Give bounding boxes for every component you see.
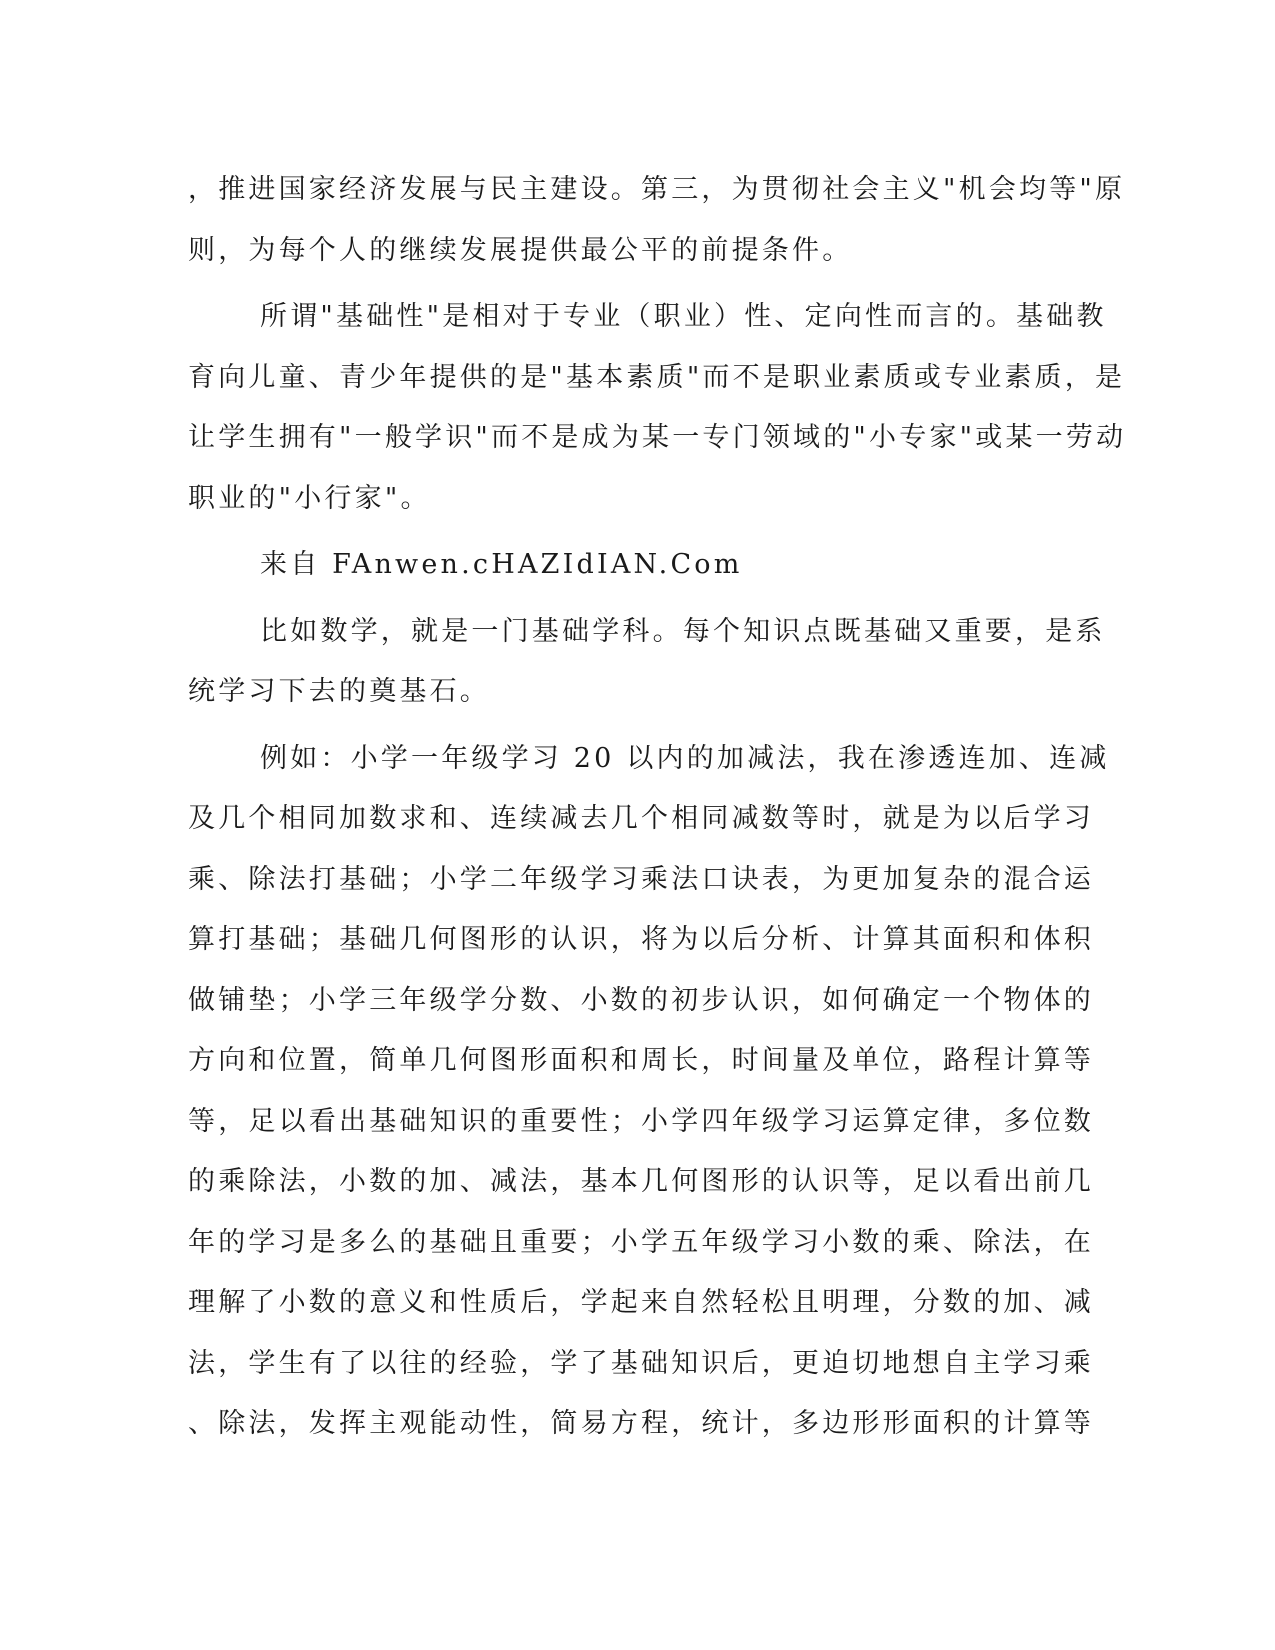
paragraph-1 [188, 160, 1126, 281]
text-line: 统学习下去的奠基石。 [188, 676, 490, 707]
text-line: 、除法，发挥主观能动性，简易方程，统计，多边形形面积的计算等 [188, 1408, 1094, 1439]
text-line: 例如：小学一年级学习 20 以内的加减法，我在渗透连加、连减 [260, 742, 1110, 774]
paragraph-2 [188, 287, 1127, 529]
text-line: 让学生拥有"一般学识"而不是成为某一专门领域的"小专家"或某一劳动 [188, 422, 1127, 453]
text-line: 等，足以看出基础知识的重要性；小学四年级学习运算定律，多位数 [188, 1105, 1094, 1137]
paragraph-3 [188, 602, 1106, 723]
text-line: 算打基础；基础几何图形的认识，将为以后分析、计算其面积和体积 [188, 924, 1094, 955]
text-line: 理解了小数的意义和性质后，学起来自然轻松且明理，分数的加、减 [188, 1287, 1094, 1318]
text-line: 的乘除法，小数的加、减法，基本几何图形的认识等，足以看出前几 [188, 1166, 1094, 1197]
text-line: 育向儿童、青少年提供的是"基本素质"而不是职业素质或专业素质，是 [188, 361, 1126, 393]
text-line: ，推进国家经济发展与民主建设。第三，为贯彻社会主义"机会均等"原 [188, 174, 1126, 205]
source-text: 来自 FAnwen.cHAZIdIAN.Com [260, 549, 743, 580]
text-line: 年的学习是多么的基础且重要；小学五年级学习小数的乘、除法，在 [188, 1226, 1094, 1258]
document-body [188, 160, 1127, 1461]
text-line: 乘、除法打基础；小学二年级学习乘法口诀表，为更加复杂的混合运 [188, 863, 1094, 895]
source-line [188, 535, 1068, 596]
text-line: 则，为每个人的继续发展提供最公平的前提条件。 [188, 234, 853, 266]
paragraph-4 [188, 729, 1110, 1455]
text-line: 职业的"小行家"。 [188, 482, 431, 514]
text-line: 及几个相同加数求和、连续减去几个相同减数等时，就是为以后学习 [188, 803, 1094, 834]
text-line: 法，学生有了以往的经验，学了基础知识后，更迫切地想自主学习乘 [188, 1347, 1094, 1379]
text-line: 所谓"基础性"是相对于专业（职业）性、定向性而言的。基础教 [260, 301, 1107, 332]
text-line: 方向和位置，简单几何图形面积和周长，时间量及单位，路程计算等 [188, 1045, 1094, 1076]
text-line: 做铺垫；小学三年级学分数、小数的初步认识，如何确定一个物体的 [188, 984, 1094, 1016]
text-line: 比如数学，就是一门基础学科。每个知识点既基础又重要，是系 [260, 615, 1106, 647]
